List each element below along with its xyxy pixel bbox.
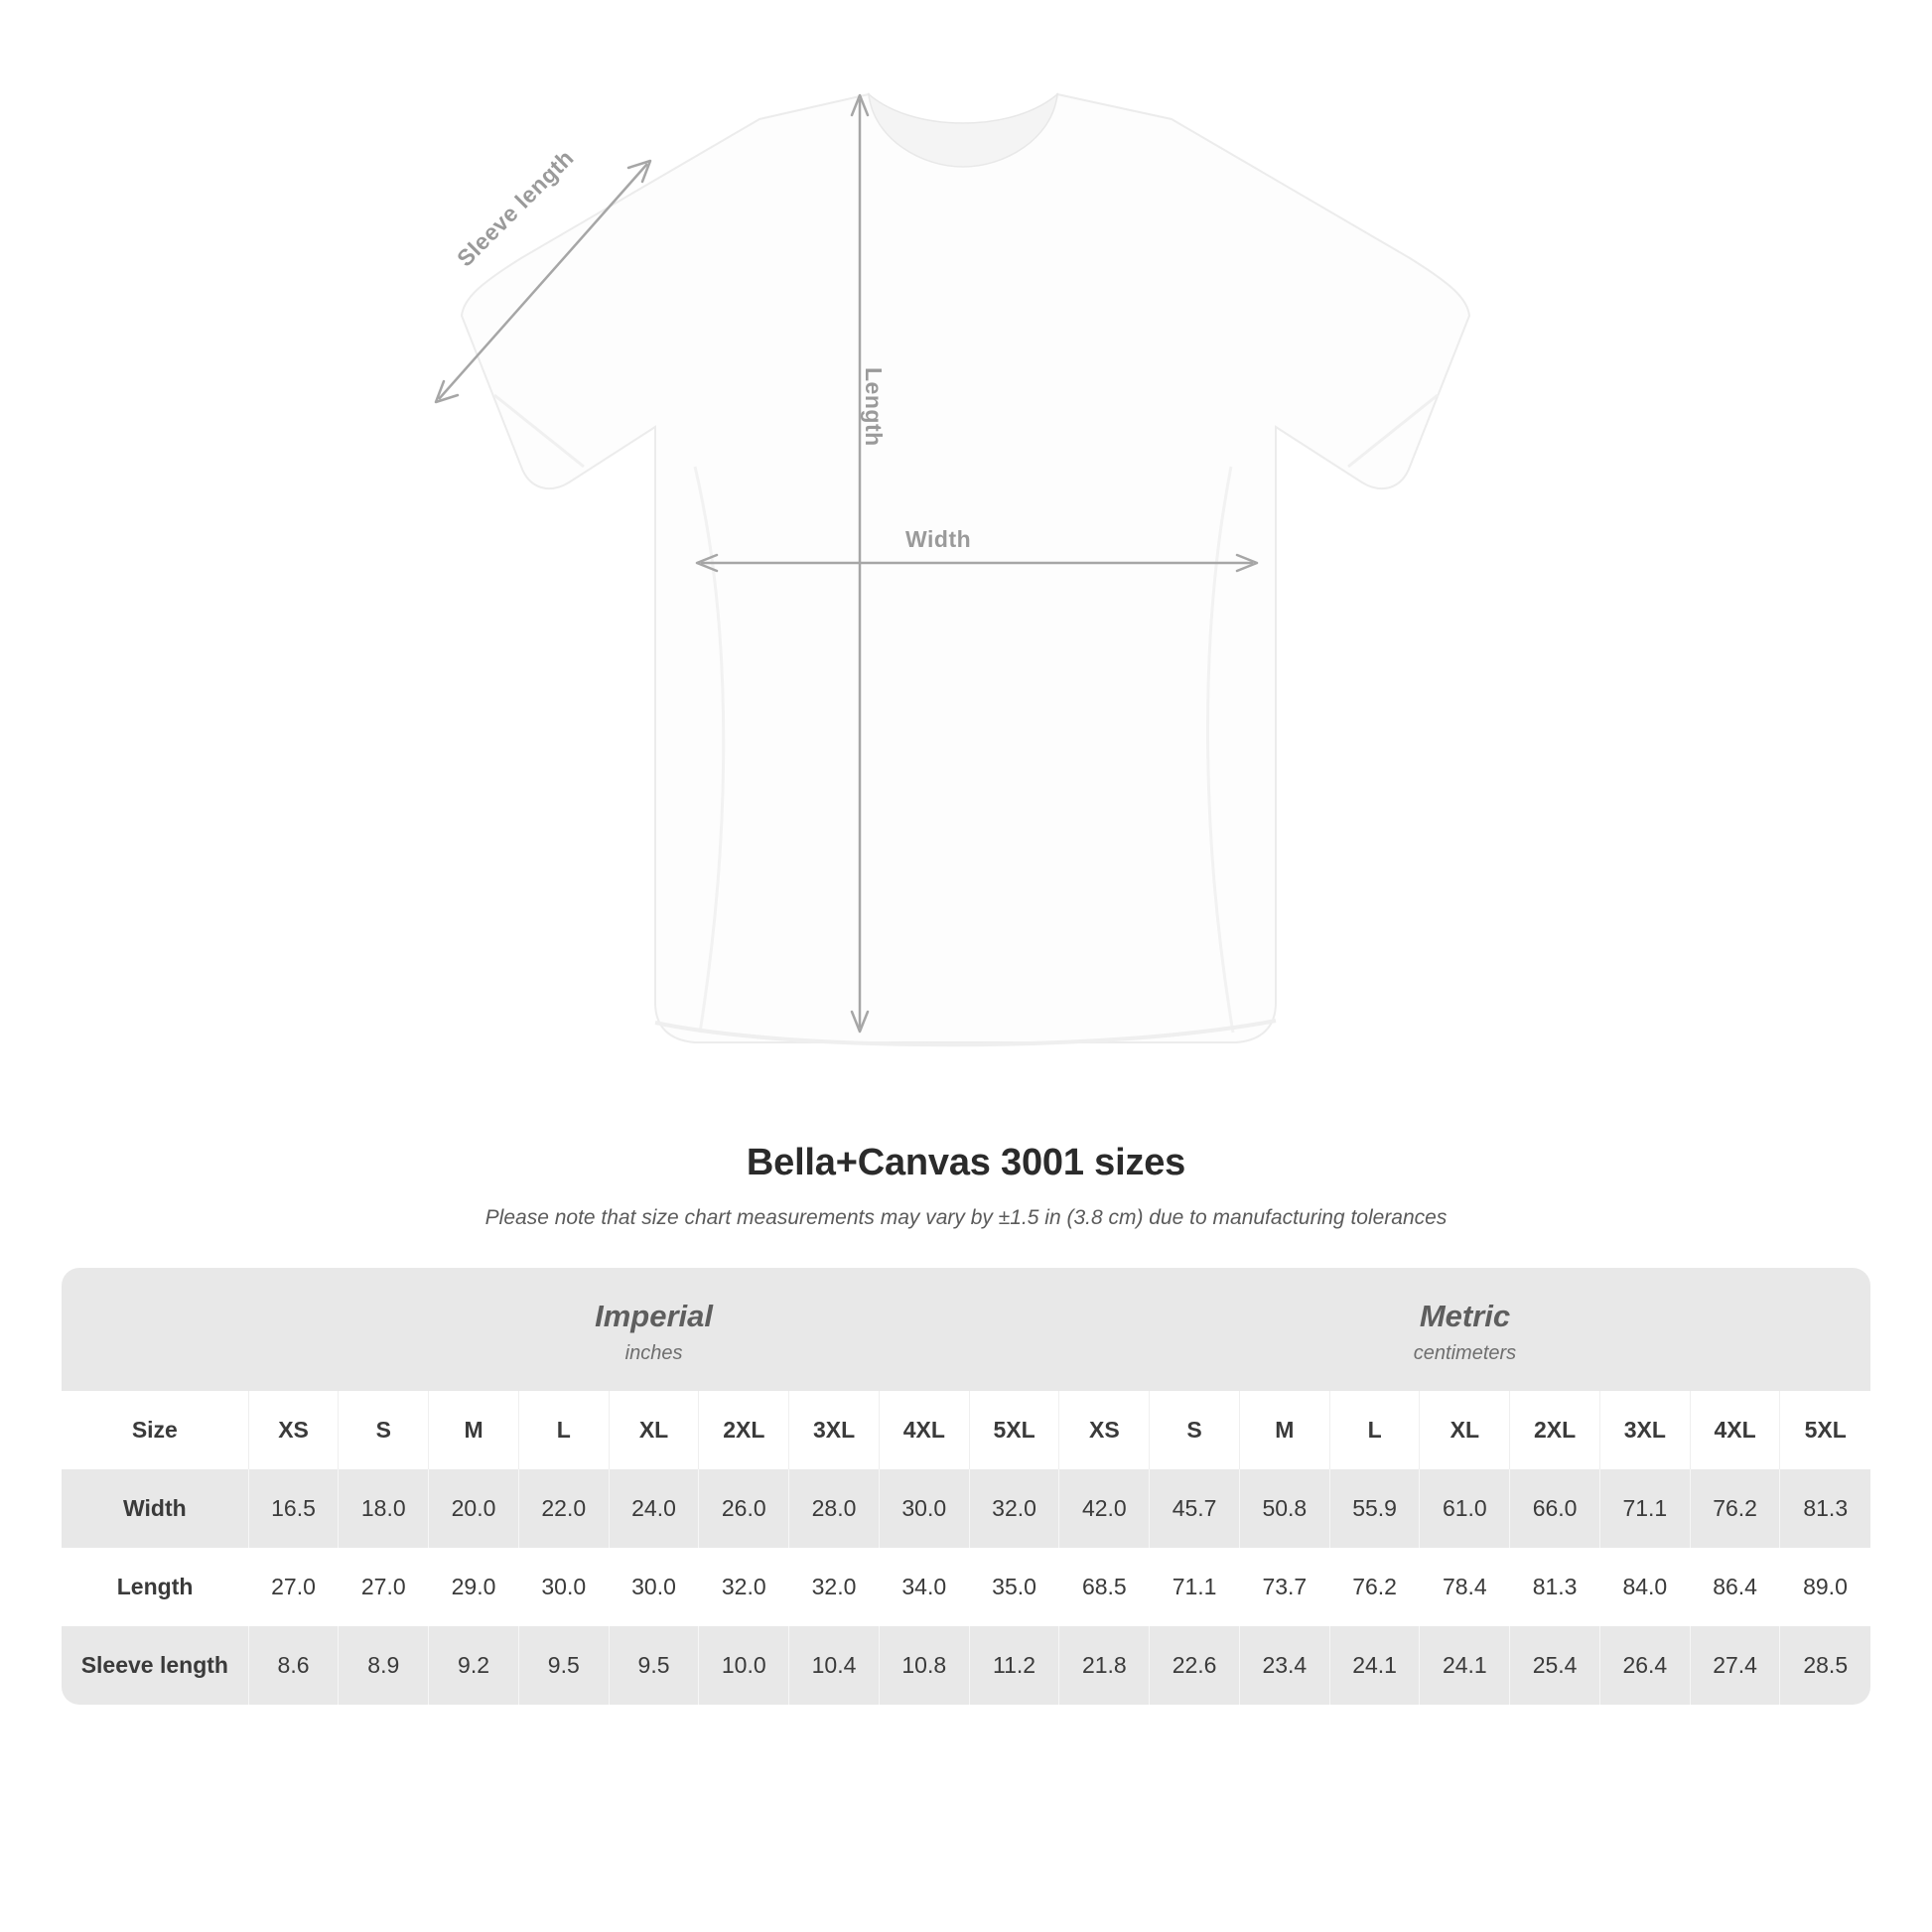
size-header-cell: 4XL [1690, 1391, 1780, 1469]
table-cell: 9.2 [429, 1626, 519, 1705]
page-title: Bella+Canvas 3001 sizes [746, 1142, 1186, 1183]
size-header-cell: L [518, 1391, 609, 1469]
table-cell: 20.0 [429, 1469, 519, 1548]
table-row [62, 1548, 1870, 1626]
size-header-label: Size [62, 1391, 248, 1469]
table-cell: 34.0 [879, 1548, 969, 1626]
table-cell: 23.4 [1239, 1626, 1329, 1705]
table-cell: 30.0 [879, 1469, 969, 1548]
size-header-cell: 2XL [699, 1391, 789, 1469]
table-row [62, 1626, 1870, 1705]
table-cell: 24.1 [1420, 1626, 1510, 1705]
table-cell: 61.0 [1420, 1469, 1510, 1548]
table-cell: 27.4 [1690, 1626, 1780, 1705]
table-cell: 26.0 [699, 1469, 789, 1548]
table-cell: 9.5 [609, 1626, 699, 1705]
table-cell: 71.1 [1150, 1548, 1240, 1626]
size-table-wrapper [62, 1268, 1870, 1705]
table-cell: 89.0 [1780, 1548, 1870, 1626]
size-header-cell: M [1239, 1391, 1329, 1469]
table-cell: 22.6 [1150, 1626, 1240, 1705]
size-header-cell: 3XL [789, 1391, 880, 1469]
row-label-sleeve-length: Sleeve length [62, 1626, 248, 1705]
table-cell: 76.2 [1690, 1469, 1780, 1548]
size-header-cell: 5XL [1780, 1391, 1870, 1469]
table-cell: 24.1 [1329, 1626, 1420, 1705]
table-cell: 55.9 [1329, 1469, 1420, 1548]
table-cell: 22.0 [518, 1469, 609, 1548]
chart-title-block [0, 1142, 1932, 1230]
table-cell: 76.2 [1329, 1548, 1420, 1626]
table-row [62, 1469, 1870, 1548]
size-header-cell: M [429, 1391, 519, 1469]
table-cell: 29.0 [429, 1548, 519, 1626]
table-cell: 27.0 [339, 1548, 429, 1626]
size-table [62, 1268, 1870, 1705]
table-cell: 10.8 [879, 1626, 969, 1705]
table-cell: 26.4 [1599, 1626, 1690, 1705]
row-label-width: Width [62, 1469, 248, 1548]
table-cell: 42.0 [1059, 1469, 1150, 1548]
table-cell: 10.4 [789, 1626, 880, 1705]
unit-sub-metric: centimeters [1413, 1341, 1517, 1364]
table-cell: 32.0 [789, 1548, 880, 1626]
width-dimension-label: Width [905, 526, 972, 552]
table-cell: 16.5 [248, 1469, 339, 1548]
table-cell: 30.0 [518, 1548, 609, 1626]
table-cell: 81.3 [1780, 1469, 1870, 1548]
table-cell: 8.6 [248, 1626, 339, 1705]
table-cell: 84.0 [1599, 1548, 1690, 1626]
table-cell: 28.0 [789, 1469, 880, 1548]
size-header-cell: 3XL [1599, 1391, 1690, 1469]
table-cell: 66.0 [1510, 1469, 1600, 1548]
table-cell: 73.7 [1239, 1548, 1329, 1626]
unit-group-imperial [248, 1268, 1059, 1391]
table-cell: 18.0 [339, 1469, 429, 1548]
sleeve-length-dimension-label: Sleeve length [452, 144, 579, 272]
table-cell: 86.4 [1690, 1548, 1780, 1626]
length-dimension-label: Length [861, 367, 887, 447]
table-cell: 25.4 [1510, 1626, 1600, 1705]
unit-sub-imperial: inches [624, 1341, 683, 1364]
size-header-cell: XS [1059, 1391, 1150, 1469]
size-header-cell: 2XL [1510, 1391, 1600, 1469]
size-header-cell: S [339, 1391, 429, 1469]
table-cell: 28.5 [1780, 1626, 1870, 1705]
table-cell: 32.0 [969, 1469, 1059, 1548]
unit-group-metric [1059, 1268, 1870, 1391]
size-header-cell: L [1329, 1391, 1420, 1469]
table-cell: 50.8 [1239, 1469, 1329, 1548]
unit-header-row [62, 1268, 1870, 1391]
table-cell: 27.0 [248, 1548, 339, 1626]
table-cell: 45.7 [1150, 1469, 1240, 1548]
size-header-cell: XS [248, 1391, 339, 1469]
table-cell: 71.1 [1599, 1469, 1690, 1548]
size-header-cell: 5XL [969, 1391, 1059, 1469]
table-cell: 10.0 [699, 1626, 789, 1705]
table-cell: 35.0 [969, 1548, 1059, 1626]
table-cell: 32.0 [699, 1548, 789, 1626]
table-cell: 68.5 [1059, 1548, 1150, 1626]
table-cell: 81.3 [1510, 1548, 1600, 1626]
unit-name-metric: Metric [1419, 1299, 1511, 1333]
size-header-row [62, 1391, 1870, 1469]
size-header-cell: XL [1420, 1391, 1510, 1469]
table-cell: 11.2 [969, 1626, 1059, 1705]
size-header-cell: S [1150, 1391, 1240, 1469]
table-cell: 8.9 [339, 1626, 429, 1705]
table-cell: 21.8 [1059, 1626, 1150, 1705]
size-header-cell: 4XL [879, 1391, 969, 1469]
unit-name-imperial: Imperial [595, 1299, 713, 1333]
size-header-cell: XL [609, 1391, 699, 1469]
table-cell: 9.5 [518, 1626, 609, 1705]
table-cell: 78.4 [1420, 1548, 1510, 1626]
table-cell: 24.0 [609, 1469, 699, 1548]
corner-cell [62, 1268, 248, 1391]
tolerance-note: Please note that size chart measurements may vary by ±1.5 in (3.8 cm) due to manufacturing tolerances [484, 1206, 1448, 1229]
row-label-length: Length [62, 1548, 248, 1626]
table-cell: 30.0 [609, 1548, 699, 1626]
